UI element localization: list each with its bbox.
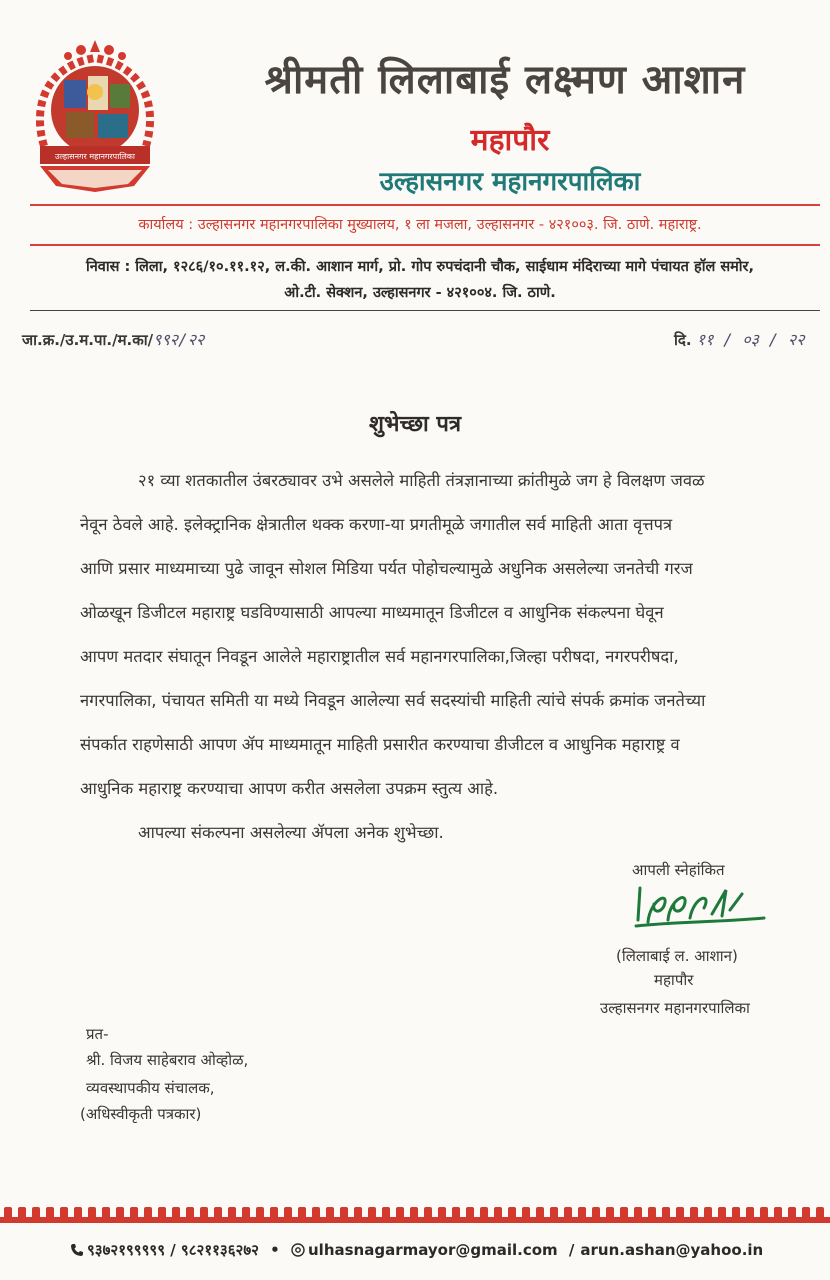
border-tooth: [606, 1207, 614, 1219]
recipient-title: व्यवस्थापकीय संचालक,: [86, 1079, 215, 1097]
border-tooth: [228, 1207, 236, 1219]
email-icon: [291, 1243, 305, 1261]
wishes-line: आपल्या संकल्पना असलेल्या ॲपला अनेक शुभेच्छा.: [138, 823, 444, 842]
divider: [30, 204, 820, 206]
border-tooth: [634, 1207, 642, 1219]
border-tooth: [186, 1207, 194, 1219]
recipient-name: श्री. विजय साहेबराव ओव्होळ,: [86, 1051, 249, 1069]
border-tooth: [522, 1207, 530, 1219]
border-tooth: [256, 1207, 264, 1219]
signatory-name: (लिलाबाई ल. आशान): [616, 947, 738, 965]
border-tooth: [704, 1207, 712, 1219]
border-tooth: [550, 1207, 558, 1219]
border-tooth: [732, 1207, 740, 1219]
border-tooth: [18, 1207, 26, 1219]
office-address: कार्यालय : उल्हासनगर महानगरपालिका मुख्यालय, १ ला मजला, उल्हासनगर - ४२१००३. जि. ठाणे. महाराष्ट्र.: [138, 217, 702, 233]
residence-address-line-1: निवास : लिला, १२८६/१०.११.१२, ल.की. आशान मार्ग, प्रो. गोप रुपचंदानी चौक, साईधाम मंदिराच्या मागे पंचायत हॉल समोर,: [85, 259, 754, 275]
border-tooth: [116, 1207, 124, 1219]
border-tooth: [130, 1207, 138, 1219]
outward-reference: [22, 328, 204, 350]
body-line: ओळखून डिजीटल महाराष्ट्र घडविण्यासाठी आपल्या माध्यमातून डिजीटल व आधुनिक संकल्पना घेवून: [80, 603, 664, 622]
border-tooth: [326, 1207, 334, 1219]
municipal-emblem-icon: [26, 36, 164, 196]
border-tooth: [648, 1207, 656, 1219]
letter-date: [674, 328, 805, 350]
closing: आपली स्नेहांकित: [632, 861, 725, 879]
border-tooth: [662, 1207, 670, 1219]
phone-numbers: ९३७२१९९९९९ / ९८२११३६२७२: [87, 1241, 259, 1259]
border-tooth: [508, 1207, 516, 1219]
border-tooth: [242, 1207, 250, 1219]
border-tooth: [214, 1207, 222, 1219]
border-tooth: [676, 1207, 684, 1219]
border-tooth: [620, 1207, 628, 1219]
border-tooth: [32, 1207, 40, 1219]
recipient-label: प्रत-: [86, 1025, 109, 1043]
body-line: नगरपालिका, पंचायत समिती या मध्ये निवडून आलेल्या सर्व सदस्यांची माहिती त्यांचे संपर्क क्रमांक जनतेच्या: [80, 691, 706, 710]
outward-number: ९९२/२२: [153, 330, 205, 349]
border-tooth: [438, 1207, 446, 1219]
border-tooth: [144, 1207, 152, 1219]
border-tooth: [354, 1207, 362, 1219]
border-tooth: [788, 1207, 796, 1219]
email-primary[interactable]: ulhasnagarmayor@gmail.com: [308, 1241, 558, 1259]
border-tooth: [102, 1207, 110, 1219]
contact-footer: ९३७२१९९९९९ / ९८२११३६२७२ • ulhasnagarmayor@gmail.com / arun.ashan@yahoo.in: [70, 1240, 763, 1261]
border-tooth: [774, 1207, 782, 1219]
mayor-name: श्रीमती लिलाबाई लक्ष्मण आशान: [264, 56, 746, 103]
border-tooth: [592, 1207, 600, 1219]
recipient-note: (अधिस्वीकृती पत्रकार): [80, 1105, 202, 1123]
body-line: आणि प्रसार माध्यमाच्या पुढे जावून सोशल मिडिया पर्यत पोहोचल्यामुळे अधुनिक असलेल्या जनतेची गरज: [80, 559, 693, 578]
body-line: नेवून ठेवले आहे. इलेक्ट्रानिक क्षेत्रातील थक्क करणा-या प्रगतीमूळे जगातील सर्व माहिती आता वृत्तपत्र: [80, 515, 673, 534]
border-tooth: [480, 1207, 488, 1219]
border-tooth: [494, 1207, 502, 1219]
border-tooth: [172, 1207, 180, 1219]
border-tooth: [396, 1207, 404, 1219]
body-line: २१ व्या शतकातील उंबरठ्यावर उभे असलेले माहिती तंत्रज्ञानाच्या क्रांतीमुळे जग हे विलक्षण जवळ: [138, 471, 705, 490]
border-tooth: [802, 1207, 810, 1219]
border-tooth: [74, 1207, 82, 1219]
date-label: दि.: [674, 331, 692, 349]
date-value: ११ / ०३ / २२: [696, 330, 805, 349]
signatory-corporation: उल्हासनगर महानगरपालिका: [600, 999, 750, 1017]
border-tooth: [718, 1207, 726, 1219]
corporation-name: उल्हासनगर महानगरपालिका: [379, 167, 641, 197]
mayor-designation: महापौर: [470, 123, 550, 158]
residence-address-line-2: ओ.टी. सेक्शन, उल्हासनगर - ४२१००४. जि. ठाणे.: [284, 285, 556, 301]
border-tooth: [60, 1207, 68, 1219]
border-tooth: [4, 1207, 12, 1219]
border-tooth: [46, 1207, 54, 1219]
divider: [30, 310, 820, 311]
body-line: संपर्कात राहणेसाठी आपण ॲप माध्यमातून माहिती प्रसारीत करण्याचा डीजीटल व आधुनिक महाराष्ट्र व: [80, 735, 680, 754]
border-tooth: [452, 1207, 460, 1219]
border-tooth: [382, 1207, 390, 1219]
border-tooth: [564, 1207, 572, 1219]
border-tooth: [410, 1207, 418, 1219]
phone-icon: [70, 1243, 84, 1261]
signature-mark: [630, 880, 770, 930]
border-tooth: [690, 1207, 698, 1219]
border-tooth: [158, 1207, 166, 1219]
outward-label: जा.क्र./उ.म.पा./म.का/: [22, 331, 154, 349]
email-secondary[interactable]: arun.ashan@yahoo.in: [580, 1241, 764, 1259]
border-tooth: [746, 1207, 754, 1219]
border-tooth: [340, 1207, 348, 1219]
border-tooth: [760, 1207, 768, 1219]
body-line: आधुनिक महाराष्ट्र करण्याचा आपण करीत असलेला उपक्रम स्तुत्य आहे.: [80, 779, 499, 798]
body-line: आपण मतदार संघातून निवडून आलेले महाराष्ट्रातील सर्व महानगरपालिका,जिल्हा परीषदा, नगरपरीषदा,: [80, 647, 679, 666]
border-tooth: [284, 1207, 292, 1219]
border-tooth: [466, 1207, 474, 1219]
border-tooth: [270, 1207, 278, 1219]
border-tooth: [578, 1207, 586, 1219]
border-tooth: [816, 1207, 824, 1219]
border-tooth: [88, 1207, 96, 1219]
border-tooth: [312, 1207, 320, 1219]
decorative-border: [0, 1205, 830, 1225]
border-tooth: [200, 1207, 208, 1219]
border-tooth: [368, 1207, 376, 1219]
divider: [30, 244, 820, 246]
signatory-designation: महापौर: [654, 971, 694, 989]
border-tooth: [536, 1207, 544, 1219]
border-tooth: [424, 1207, 432, 1219]
logo-text: उल्हासनगर महानगरपालिका: [55, 152, 135, 161]
border-tooth: [298, 1207, 306, 1219]
letter-title: शुभेच्छा पत्र: [369, 412, 461, 437]
